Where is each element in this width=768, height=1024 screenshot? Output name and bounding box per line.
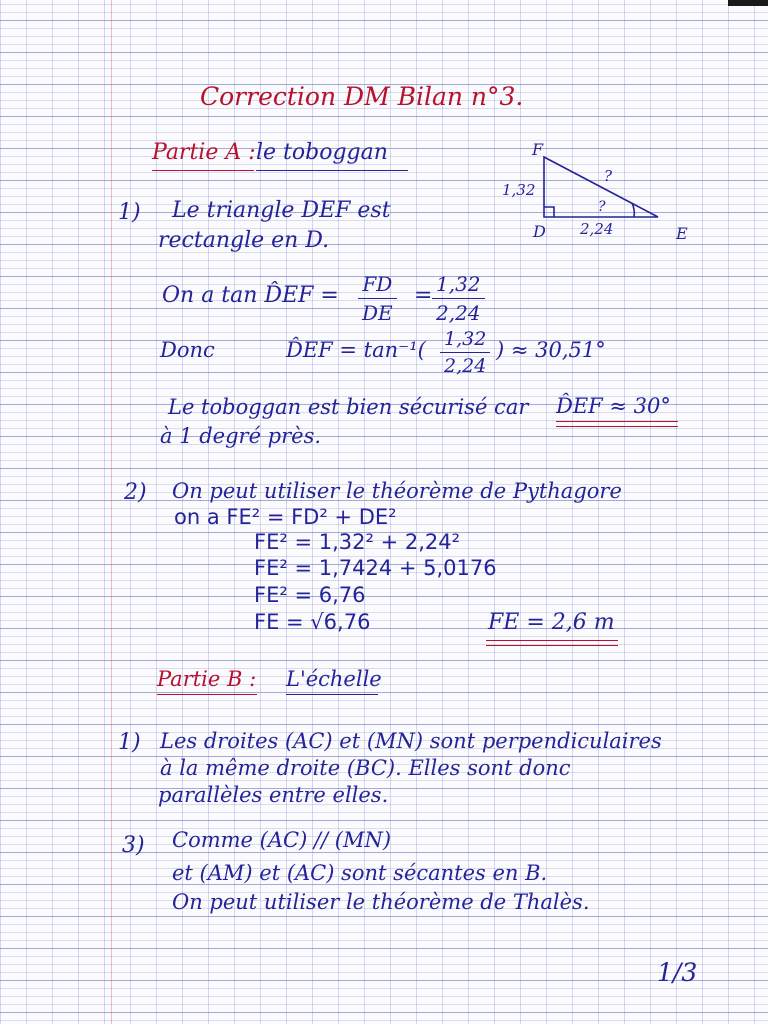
fraction-values-numerator: 1,32 [436,272,481,296]
angle-approximation: ) ≈ 30,51° [496,338,606,362]
fraction-inverse-tan [440,328,490,377]
right-angle-mark [544,207,554,217]
part-a-subheading: le toboggan [256,140,388,165]
equals-sign: = [414,283,433,308]
part-b-subheading-underline [286,694,378,695]
fraction-inverse-denominator: 2,24 [444,355,487,377]
pythagore-step3: FE² = 1,7424 + 5,0176 [254,556,497,580]
pythagore-result-underline2 [486,645,618,646]
fraction-values-denominator: 2,24 [436,301,481,325]
scan-corner-mark [728,0,768,6]
part-b-subheading: L'échelle [286,667,382,691]
vertex-label-f: F [532,140,544,159]
question-b1-line2: à la même droite (BC). Elles sont donc [160,756,571,780]
tan-equation-lhs: On a tan D̂EF = [162,283,339,308]
pythagore-step1: on a FE² = FD² + DE² [174,505,397,529]
triangle-figure [500,135,700,245]
question-b3-line1: Comme (AC) // (MN) [172,828,392,852]
question-a1-number: 1) [118,200,141,225]
fraction-values-bar [432,298,485,299]
page-number: 1/3 [657,958,698,987]
pythagore-step4: FE² = 6,76 [254,583,366,607]
conclusion-line1: Le toboggan est bien sécurisé car [168,395,529,419]
part-a-heading: Partie A : [152,140,256,165]
part-b-heading: Partie B : [157,667,257,691]
side-label-fe: ? [604,167,613,185]
pythagore-step5: FE = √6,76 [254,610,371,634]
side-label-de: 2,24 [580,220,614,238]
conclusion-line2: à 1 degré près. [160,424,322,448]
question-a2-number: 2) [124,480,147,505]
question-b1-line3: parallèles entre elles. [158,783,389,807]
margin-line [111,0,112,1024]
side-label-fd: 1,32 [502,181,536,199]
question-a1-line2: rectangle en D. [158,228,330,253]
question-b1-line1: Les droites (AC) et (MN) sont perpendiculaires [160,729,662,753]
fraction-fd-numerator: FD [362,272,393,296]
part-a-subheading-underline [256,170,408,171]
angle-equation-lhs: D̂EF = tan⁻¹( [286,338,426,362]
pythagore-intro: On peut utiliser le théorème de Pythagore [172,479,622,503]
page-title: Correction DM Bilan n°3. [200,82,524,111]
pythagore-step2: FE² = 1,32² + 2,24² [254,530,461,554]
question-b3-number: 3) [122,833,145,858]
fraction-values [432,272,485,325]
part-b-heading-underline [157,694,257,695]
vertex-label-e: E [676,224,688,243]
conclusion-result: D̂EF ≈ 30° [556,394,671,418]
fraction-fd-bar [358,298,397,299]
fraction-inverse-bar [440,352,490,353]
fraction-fd-de [358,272,397,325]
fraction-inverse-numerator: 1,32 [444,328,487,350]
question-a1-line1: Le triangle DEF est [172,198,391,223]
pythagore-result-underline1 [486,640,618,641]
part-a-heading-underline [152,170,254,171]
conclusion-result-underline1 [556,421,678,422]
question-b3-line3: On peut utiliser le théorème de Thalès. [172,890,590,914]
angle-label: ? [598,199,606,215]
vertex-label-d: D [533,222,546,241]
pythagore-result: FE = 2,6 m [488,610,615,635]
question-b1-number: 1) [118,730,141,755]
question-b3-line2: et (AM) et (AC) sont sécantes en B. [172,861,548,885]
conclusion-result-underline2 [556,426,678,427]
fraction-fd-denominator: DE [362,301,393,325]
donc-label: Donc [160,338,215,362]
